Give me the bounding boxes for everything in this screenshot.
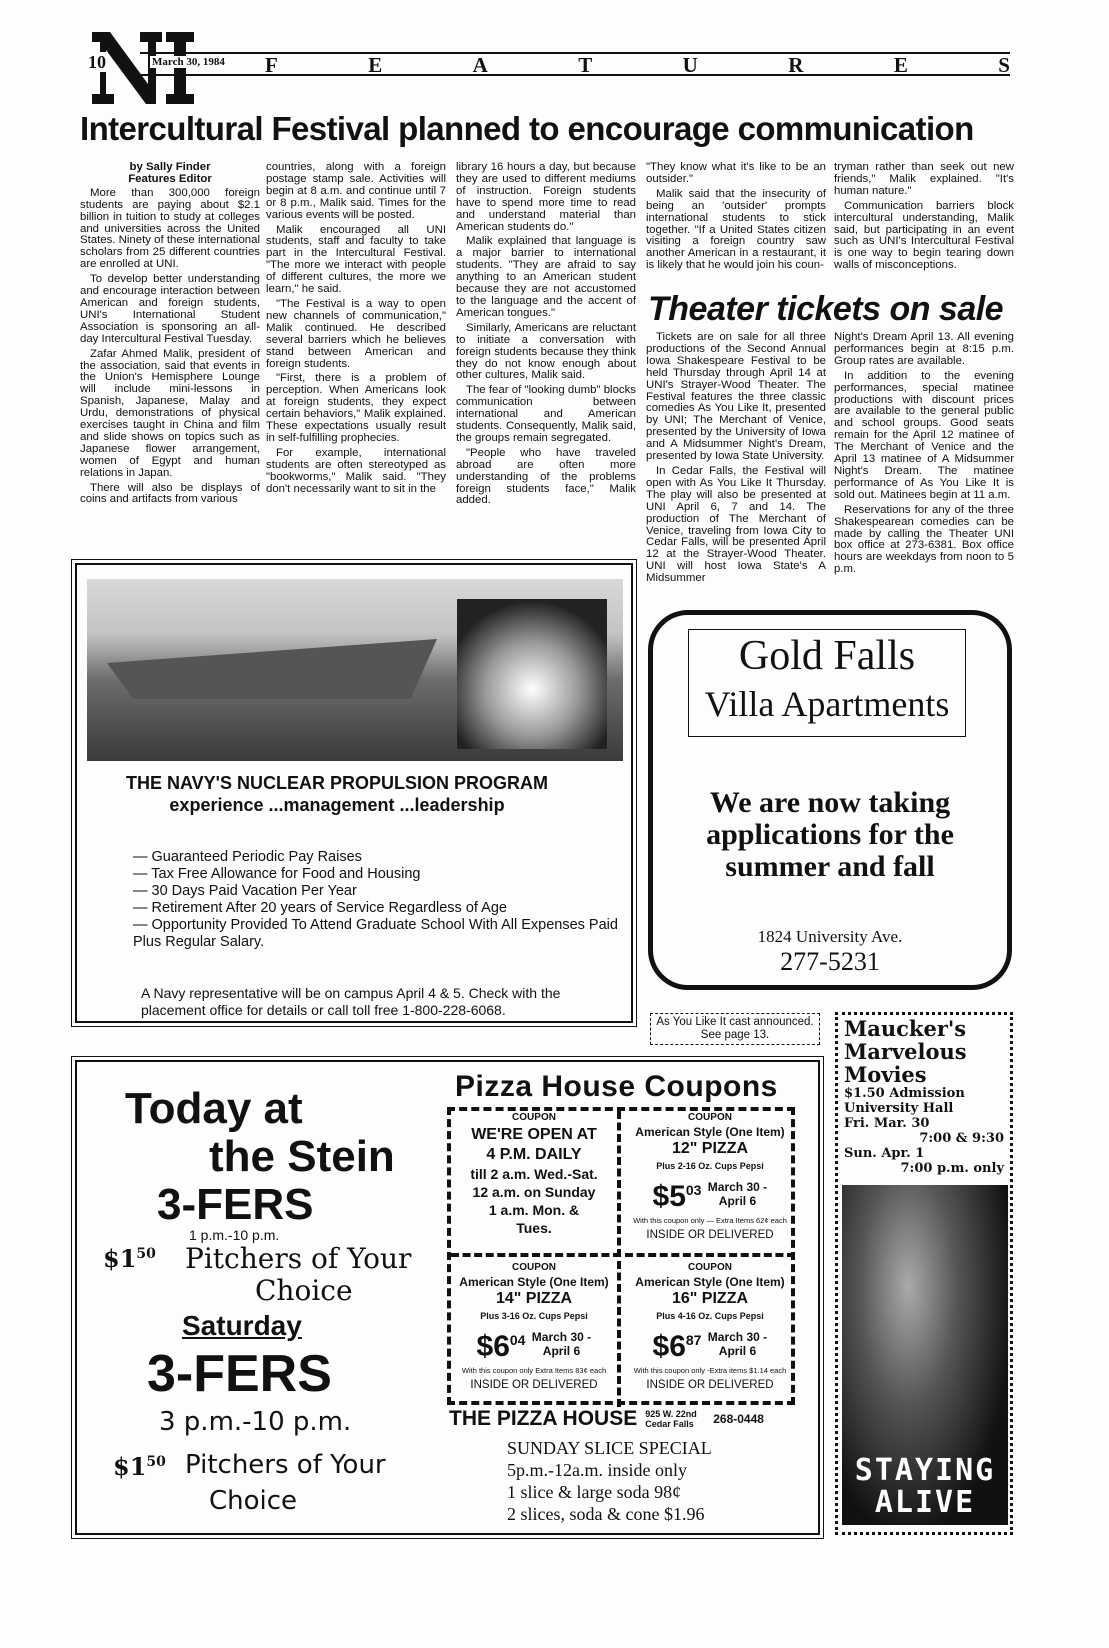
coupon-text: 12 a.m. on Sunday [472,1184,596,1200]
price: $1 [103,1244,137,1273]
showtime: 7:00 p.m. only [900,1161,1004,1176]
page-number: 10 [88,52,106,72]
paragraph: "They know what it's like to be an outsider." [646,161,826,185]
showdate: Sun. Apr. 1 [844,1146,925,1161]
article-column-5 [834,162,1014,275]
coupon-text: Tues. [516,1220,552,1236]
coupon-cents: 87 [685,1332,702,1348]
pizza-house-name: THE PIZZA HOUSE [449,1407,638,1430]
coupon-style: American Style (One Item) [459,1275,609,1289]
coupon-fine-print: With this coupon only Extra Items 83¢ each [461,1366,607,1375]
coupon-plus: Plus 3-16 Oz. Cups Pepsi [480,1311,588,1321]
paragraph: In addition to the evening performances, special matinee productions with discount prices are available to the general public and school groups. Good seats remain for the April 12 matinee of The Merchant of Venice and the April 13 matinee of A Midsummer Night's Dream. The matinee performance of As You Like It is sold out. Matinees begin at 11 a.m. [834,369,1014,501]
stein-text: Pitchers of Your [185,1450,386,1480]
list-item: Plus Regular Salary. [133,934,265,950]
paragraph: Malik explained that language is a major barrier to international students. "They are afraid to say anything to an American student because they are not accustomed to the language and the accent of American tongues." [456,235,636,319]
cast-note: As You Like It cast announced. See page 13. [650,1013,820,1045]
movie-ad-title: Maucker's [844,1016,967,1041]
coupon-price: $6 [652,1330,686,1363]
stein-text: Saturday [182,1310,302,1341]
navy-advertisement [75,563,633,1023]
ad-name: Gold Falls [738,633,916,679]
paragraph: Malik said that the insecurity of being an 'outsider' prompts international students to stick together. "If a United States citizen visiting a foreign country saw another American in a restaurant, it is likely that he would join his coun- [646,187,826,272]
coupon-style: American Style (One Item) [635,1125,785,1139]
coupon-cents: 03 [685,1182,702,1198]
article-column-3 [456,162,636,510]
section-letter: U [682,53,698,77]
navy-ad-subtitle: experience ...management ...leadership [169,795,505,815]
price: $1 [113,1452,147,1481]
coupon-text: WE'RE OPEN AT [471,1126,597,1143]
paragraph: countries, along with a foreign postage stamp sale. Activities will begin at 8 a.m. and continue until 7 or 8 p.m., Malik said. Times for the various events will be posted. [266,161,446,221]
admission: $1.50 Admission [844,1086,965,1101]
stein-text: 1 p.m.-10 p.m. [189,1227,280,1243]
byline-title: Features Editor [128,172,212,185]
coupon-text: till 2 a.m. Wed.-Sat. [470,1166,598,1182]
coupon-label: COUPON [512,1112,556,1123]
pizza-house-footer [449,1407,797,1431]
stein-text: 3-FERS [147,1345,332,1403]
stein-text: Today at [125,1084,303,1133]
list-item: — Guaranteed Periodic Pay Raises [133,849,362,865]
issue-date: March 30, 1984 [152,56,225,68]
movie-photo [842,1185,1008,1525]
list-item: — Opportunity Provided To Attend Graduate School With All Expenses Paid [133,917,618,933]
movie-title-line: ALIVE [874,1485,976,1520]
section-letter: E [893,53,908,77]
byline [80,162,260,186]
article-column-4 [646,162,826,275]
coupon-where: INSIDE OR DELIVERED [470,1379,598,1391]
coupon-dates: March 30 - April 6 [707,1329,768,1358]
coupon-label: COUPON [688,1112,732,1123]
special-item: 5p.m.-12a.m. inside only [507,1460,687,1480]
venue: University Hall [844,1101,954,1116]
coupon-plus: Plus 4-16 Oz. Cups Pepsi [656,1311,764,1321]
navy-ad-title: THE NAVY'S NUCLEAR PROPULSION PROGRAM [126,773,548,793]
pizza-house-address: 925 W. 22nd Cedar Falls [645,1409,697,1429]
special-title: SUNDAY SLICE SPECIAL [507,1438,712,1458]
paragraph: Similarly, Americans are reluctant to initiate a conversation with foreign students because they think they do not know enough about other cultures, Malik said. [456,321,636,382]
ship-image [107,639,437,699]
coupon-dates: March 30 - April 6 [707,1179,768,1208]
theater-column-1 [646,332,826,588]
paragraph: To develop better understanding and encourage interaction between American and foreign students, UNI's International Student Association is sponsoring an all-day Intercultural Festival Tuesday. [80,273,260,345]
benefits-list [133,849,618,951]
stein-text: 3-FERS [157,1180,314,1229]
stein-text: Choice [255,1274,353,1307]
price-cents: 50 [146,1454,166,1470]
stein-text: Pitchers of Your [185,1242,412,1275]
movie-ad-title: Movies [844,1062,927,1087]
paragraph: tryman rather than seek out new friends," Malik explained. "It's human nature." [834,161,1014,197]
movie-title [842,1455,1008,1519]
stein-text: 3 p.m.-10 p.m. [159,1407,352,1437]
paragraph: "First, there is a problem of perception. When Americans look at foreign students, they expect certain behaviors," Malik explained. These expectations usually result in self-fulfilling prophecies. [266,372,446,444]
article-column-2 [266,162,446,498]
list-item: — 30 Days Paid Vacation Per Year [133,883,357,899]
coupon-size: 14" PIZZA [495,1290,573,1307]
section-letter: T [578,53,593,77]
stein-text: Choice [209,1486,298,1516]
coupon-size: 12" PIZZA [671,1140,749,1157]
stein-pizza-advertisement [75,1060,820,1535]
coupon-grid [447,1107,795,1405]
coupon-where: INSIDE OR DELIVERED [646,1229,774,1241]
coupon-size: 16" PIZZA [671,1290,749,1307]
section-letter: S [998,53,1010,77]
coupon-text: 4 P.M. DAILY [486,1146,582,1163]
paragraph: In Cedar Falls, the Festival will open with As You Like It Thursday. The play will also be presented at UNI April 6, 7 and 14. The production of The Merchant of Venice, traveling from Iowa City to Cedar Falls, will be presented April 12 at the Strayer-Wood Theater. UNI will host Iowa State's A Midsummer [646,464,826,585]
section-letter: E [368,53,383,77]
coupon-fine-print: With this coupon only — Extra Items 62¢ each [633,1216,787,1225]
gold-falls-logo [688,629,966,737]
coupon-14-inch[interactable] [451,1261,621,1407]
special-item: 2 slices, soda & cone $1.96 [507,1504,705,1524]
theater-headline: Theater tickets on sale [648,290,1004,328]
special-item: 1 slice & large soda 98¢ [507,1482,682,1502]
coupon-label: COUPON [688,1262,732,1273]
navy-ad-footer: A Navy representative will be on campus April 4 & 5. Check with the placement office for details or call toll free 1-800-228-6068. [141,985,561,1018]
coupon-cents: 04 [509,1332,526,1348]
paragraph: library 16 hours a day, but because they are used to different mediums of instruction. Foreign students have to spend more time to read and understand material than American students do." [456,161,636,233]
byline-author: by Sally Finder [129,161,211,173]
paragraph: Tickets are on sale for all three productions of the Second Annual Iowa Shakespeare Festival to be held Thursday through April 14 at UNI's Strayer-Wood Theater. The Festival features the three classic comedies As You Like It, presented by UNI; The Merchant of Venice, presented by the University of Iowa and A Midsummer Night's Dream, presented by Iowa State University. [646,331,826,463]
section-letter: R [788,53,804,77]
coupon-dates: March 30 - April 6 [531,1329,592,1358]
list-item: — Tax Free Allowance for Food and Housing [133,866,421,882]
ad-message: We are now taking applications for the summer and fall [706,786,954,883]
section-letter: F [265,53,278,77]
movie-title-line: STAYING [854,1453,996,1488]
coupon-hours[interactable] [451,1111,621,1257]
ad-phone: 277-5231 [780,947,880,976]
list-item: — Retirement After 20 years of Service Regardless of Age [133,900,507,916]
paragraph: More than 300,000 foreign students are paying about $2.1 billion in tuition to study at colleges and universities across the United States. Ninety of these international scholars from 25 different countries are enrolled at UNI. [80,186,260,271]
article-column-1 [80,162,260,509]
paragraph: Reservations for any of the three Shakespearean comedies can be made by calling the Theater UNI box office at 273-6381. Box office hours are weekdays from noon to 5 p.m. [834,503,1014,576]
pizza-house-phone: 268-0448 [713,1412,764,1426]
paragraph: Communication barriers block intercultural understanding, Malik said, but participating in an event such as UNI's Intercultural Festival is one way to begin tearing down walls of misconceptions. [834,199,1014,272]
coupon-12-inch[interactable] [625,1111,795,1257]
movie-advertisement [835,1012,1013,1535]
paragraph: "The Festival is a way to open new channels of communication," Malik continued. He described several barriers which he believes stand between American and foreign students. [266,297,446,370]
pizza-ad-title: Pizza House Coupons [455,1070,778,1103]
jet-image [457,599,607,749]
paragraph: Night's Dream April 13. All evening performances begin at 8:15 p.m. Group rates are available. [834,331,1014,367]
paragraph: "People who have traveled abroad are often more understanding of the problems foreign students face," Malik added. [456,446,636,507]
ad-name: Villa Apartments [704,684,950,724]
gold-falls-advertisement [648,610,1012,990]
theater-column-2 [834,332,1014,579]
section-title [265,53,1010,78]
coupon-fine-print: With this coupon only -Extra items $1.14 each [633,1366,787,1375]
paragraph: For example, international students are often stereotyped as "bookworms," Malik said. "They don't necessarily want to sit in the [266,446,446,495]
showtime: 7:00 & 9:30 [919,1131,1004,1146]
coupon-price: $5 [652,1180,686,1213]
coupon-label: COUPON [512,1262,556,1273]
section-letter: A [472,53,488,77]
movie-ad-title: Marvelous [844,1039,967,1064]
coupon-text: 1 a.m. Mon. & [488,1202,580,1218]
coupon-16-inch[interactable] [625,1261,795,1407]
paragraph: There will also be displays of coins and artifacts from various [80,481,260,506]
paragraph: The fear of "looking dumb" blocks communication between international and American students. Consequently, Malik said, the groups remain segregated. [456,384,636,444]
coupon-style: American Style (One Item) [635,1275,785,1289]
stein-text: the Stein [209,1132,395,1181]
paragraph: Malik encouraged all UNI students, staff and faculty to take part in the Intercultural Festival. "The more we interact with people of different cultures, the more we learn," he said. [266,223,446,296]
ad-address: 1824 University Ave. [757,927,903,946]
showdate: Fri. Mar. 30 [844,1116,930,1131]
coupon-plus: Plus 2-16 Oz. Cups Pepsi [656,1161,764,1171]
aircraft-carrier-photo [87,579,623,761]
price-cents: 50 [136,1246,156,1262]
coupon-price: $6 [476,1330,510,1363]
coupon-where: INSIDE OR DELIVERED [646,1379,774,1391]
sunday-special [507,1437,712,1525]
paragraph: Zafar Ahmed Malik, president of the association, said that events in the Union's Hemisphere Lounge will include mini-lessons in Spanish, Japanese, Malay and Urdu, demonstrations of physical exercises taught in China and film and slide shows on topics such as Japanese flower arrangement, women of Egypt and human relations in Japan. [80,347,260,479]
article-headline: Intercultural Festival planned to encourage communication [80,110,974,147]
